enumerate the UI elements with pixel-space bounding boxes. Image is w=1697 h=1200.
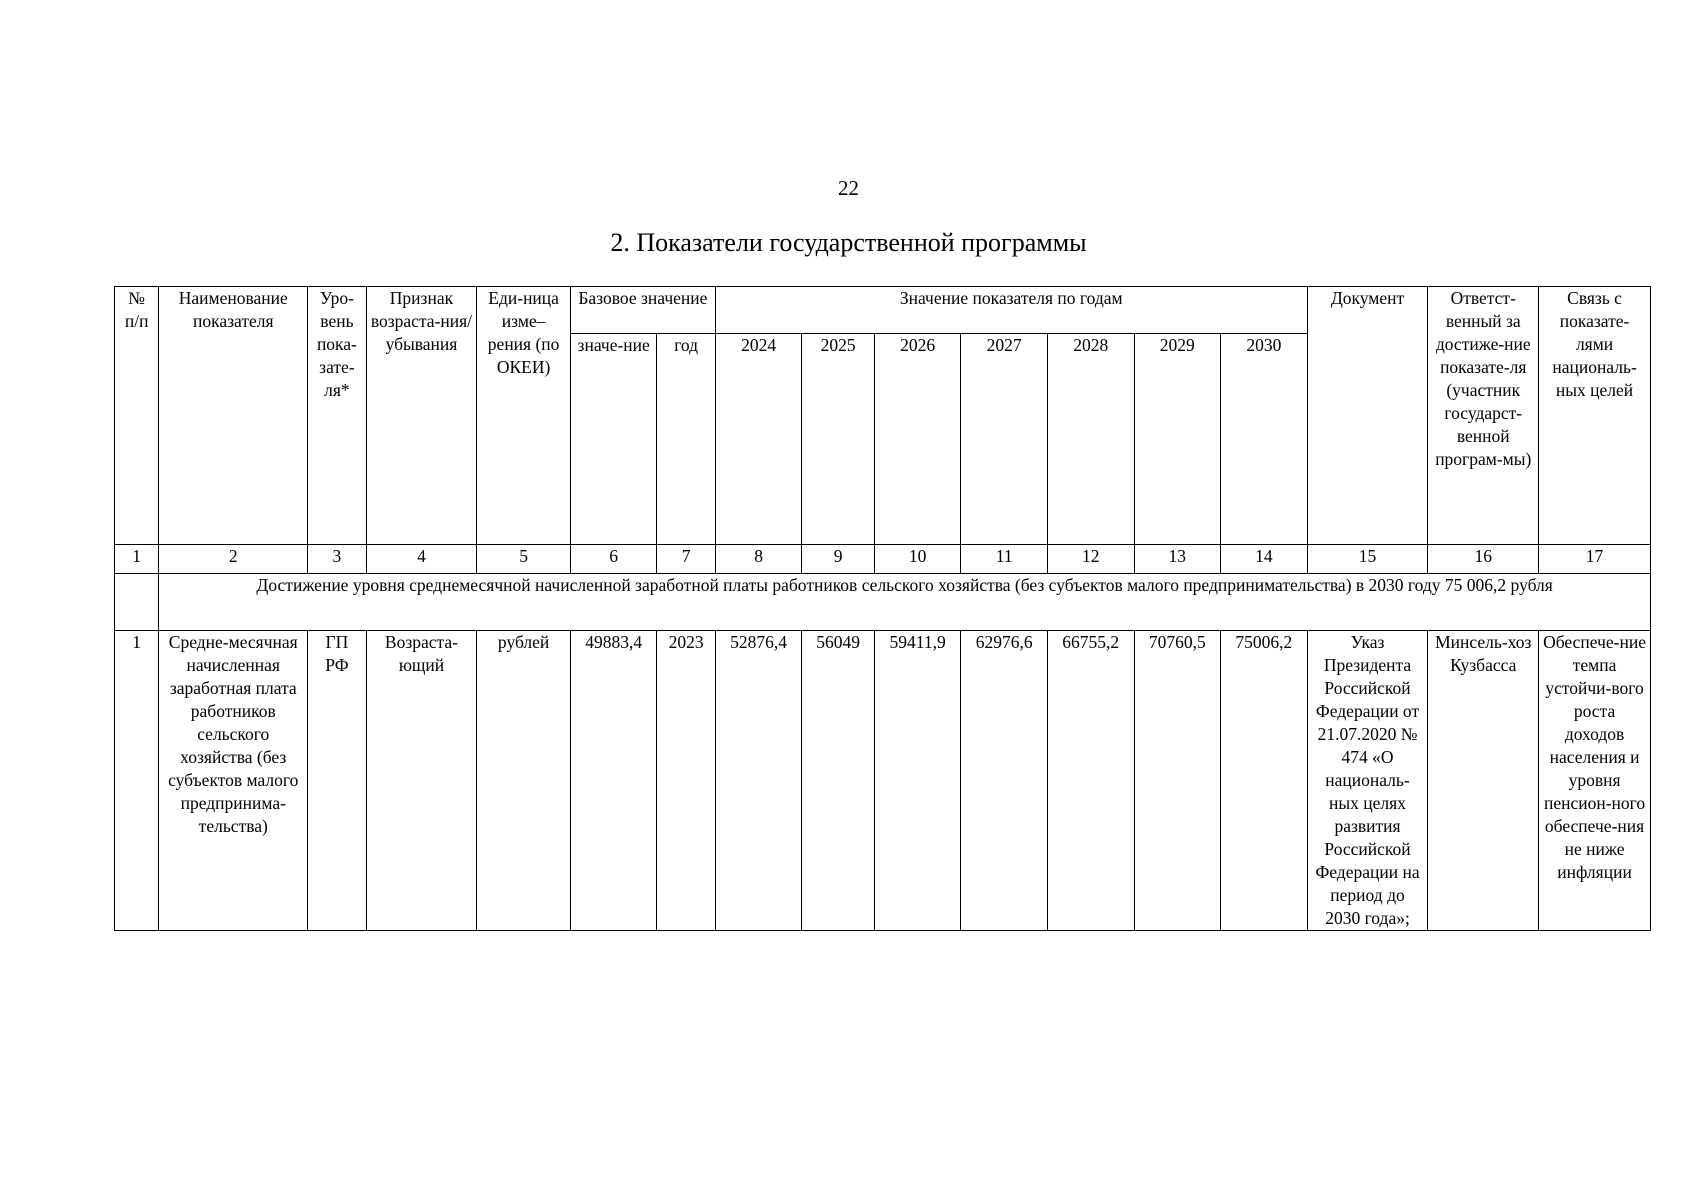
header-name: Наименование показателя (159, 287, 308, 545)
column-number: 6 (570, 545, 657, 574)
header-responsible: Ответст-венный за достиже-ние показате-ля (участник государст-венной програм-мы) (1428, 287, 1539, 545)
header-year: 2028 (1047, 334, 1134, 545)
column-number: 2 (159, 545, 308, 574)
goal-text: Достижение уровня среднемесячной начисленной заработной платы работников сельского хозяйства (без субъектов малого предпринимательства) в 2030 году 75 006,2 рубля (159, 574, 1651, 631)
header-row-1 (115, 287, 1651, 334)
row-unit: рублей (477, 631, 571, 931)
header-base-value: значе-ние (570, 334, 657, 545)
column-number: 14 (1221, 545, 1308, 574)
column-number: 3 (308, 545, 366, 574)
header-year: 2027 (961, 334, 1048, 545)
header-num: № п/п (115, 287, 159, 545)
header-trend: Признак возраста-ния/ убывания (366, 287, 477, 545)
header-year: 2025 (802, 334, 874, 545)
goal-row (115, 574, 1651, 631)
header-year: 2024 (715, 334, 802, 545)
page-number: 22 (838, 176, 859, 200)
column-number: 7 (657, 545, 715, 574)
column-number: 5 (477, 545, 571, 574)
row-base-value: 49883,4 (570, 631, 657, 931)
header-year: 2026 (874, 334, 961, 545)
row-num: 1 (115, 631, 159, 931)
header-level: Уро-вень пока-зате-ля* (308, 287, 366, 545)
column-number: 8 (715, 545, 802, 574)
column-number: 4 (366, 545, 477, 574)
row-level: ГП РФ (308, 631, 366, 931)
column-number: 16 (1428, 545, 1539, 574)
row-link: Обеспече-ние темпа устойчи-вого роста доходов населения и уровня пенсион-ного обеспече-ния не ниже инфляции (1539, 631, 1651, 931)
header-unit: Еди-ница изме– рения (по ОКЕИ) (477, 287, 571, 545)
header-document: Документ (1307, 287, 1428, 545)
goal-num-cell (115, 574, 159, 631)
row-base-year: 2023 (657, 631, 715, 931)
row-value: 62976,6 (961, 631, 1048, 931)
column-number: 17 (1539, 545, 1651, 574)
row-value: 52876,4 (715, 631, 802, 931)
row-responsible: Минсель-хоз Кузбасса (1428, 631, 1539, 931)
column-number: 13 (1134, 545, 1221, 574)
row-value: 66755,2 (1047, 631, 1134, 931)
column-number: 12 (1047, 545, 1134, 574)
header-by-years: Значение показателя по годам (715, 287, 1307, 334)
column-number: 15 (1307, 545, 1428, 574)
column-number: 11 (961, 545, 1048, 574)
page-title: 2. Показатели государственной программы (610, 228, 1087, 257)
header-year: 2029 (1134, 334, 1221, 545)
row-name: Средне-месячная начисленная заработная плата работников сельского хозяйства (без субъектов малого предпринима-тельства) (159, 631, 308, 931)
table-row (115, 631, 1651, 931)
header-link: Связь с показате-лями националь-ных целей (1539, 287, 1651, 545)
row-trend: Возраста-ющий (366, 631, 477, 931)
header-base: Базовое значение (570, 287, 715, 334)
row-value: 75006,2 (1221, 631, 1308, 931)
column-numbers-row (115, 545, 1651, 574)
row-value: 59411,9 (874, 631, 961, 931)
column-number: 9 (802, 545, 874, 574)
row-value: 70760,5 (1134, 631, 1221, 931)
header-year: 2030 (1221, 334, 1308, 545)
indicators-table (114, 286, 1651, 931)
row-document: Указ Президента Российской Федерации от 21.07.2020 № 474 «О националь-ных целях развития Российской Федерации на период до 2030 года»; (1307, 631, 1428, 931)
row-value: 56049 (802, 631, 874, 931)
column-number: 10 (874, 545, 961, 574)
header-base-year: год (657, 334, 715, 545)
column-number: 1 (115, 545, 159, 574)
